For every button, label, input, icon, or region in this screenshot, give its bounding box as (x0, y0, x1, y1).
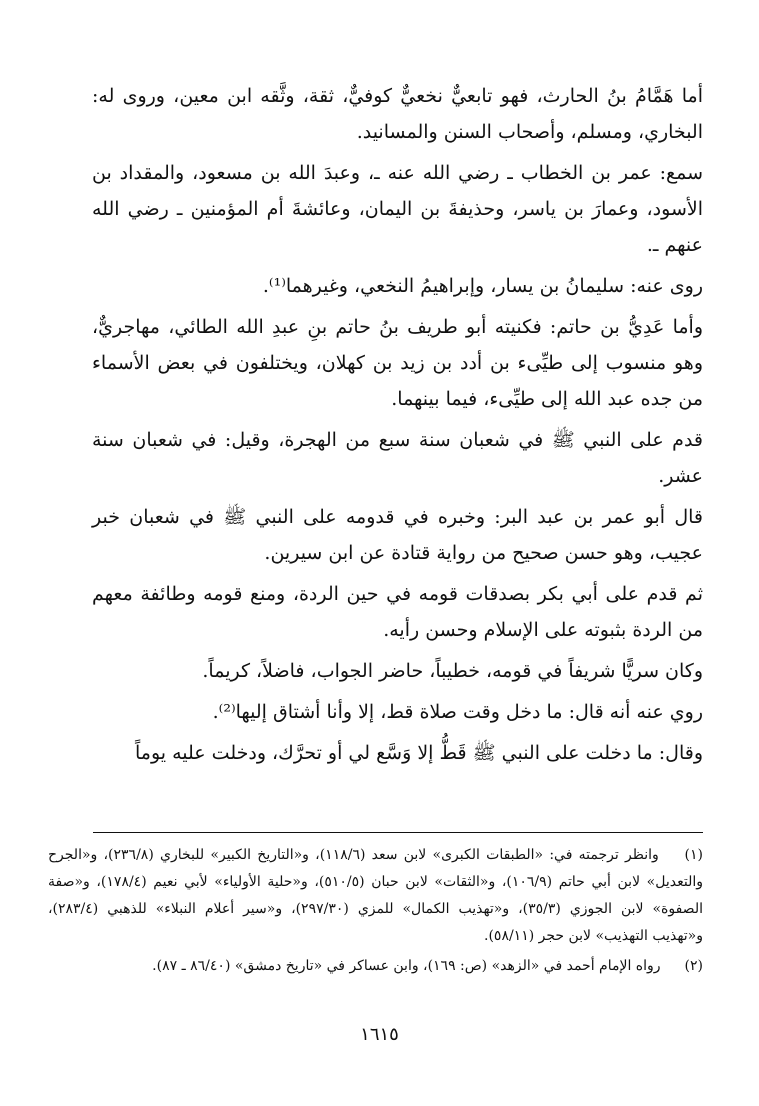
paragraph-prayer: روي عنه أنه قال: ما دخل وقت صلاة قط، إلا وأنا أشتاق إليها⁽²⁾. (212, 701, 703, 723)
main-text (92, 78, 703, 776)
paragraph-hammam: أما هَمَّامُ بنُ الحارث، فهو تابعيٌّ نخعيٌّ كوفيٌّ، ثقة، وثَّقه ابن معين، وروى له: البخاري، ومسلم، وأصحاب السنن والمسانيد. (92, 85, 703, 143)
paragraph-adi-ibn-hatim: وأما عَدِيُّ بن حاتم: فكنيته أبو طريف بنُ حاتم بنِ عبدِ الله الطائي، مهاجريٌّ، وهو منسوب إلى طيِّىء بن أدد بن زيد بن كهلان، ويختلفون في بعض الأسماء من جده عبد الله إلى طيِّىء، فيما بينهما. (92, 316, 703, 410)
footnote-text: وانظر ترجمته في: «الطبقات الكبرى» لابن سعد (١١٨/٦)، و«التاريخ الكبير» للبخاري (٢٣٦/٨)، و«الجرح والتعديل» لابن أبي حاتم (١٠٦/٩)، و«الثقات» لابن حبان (٥١٠/٥)، و«حلية الأولياء» لأبي نعيم (١٧٨/٤)، و«صفة الصفوة» لابن الجوزي (٣٥/٣)، و«تهذيب الكمال» للمزي (٢٩٧/٣٠)، و«سير أعلام النبلاء» للذهبي (٢٨٣/٤)، و«تهذيب التهذيب» لابن حجر (٥٨/١١). (48, 847, 703, 944)
footnote-divider (93, 832, 703, 833)
paragraph-character: وكان سريًّا شريفاً في قومه، خطيباً، حاضر الجواب، فاضلاً، كريماً. (202, 660, 703, 682)
footnote-item (48, 842, 703, 950)
paragraph-narrated-from: روى عنه: سليمانُ بن يسار، وإبراهيمُ النخعي، وغيرهما⁽¹⁾. (262, 275, 703, 297)
page-number: ١٦١٥ (360, 1024, 399, 1045)
paragraph-abu-bakr: ثم قدم على أبي بكر بصدقات قومه في حين الردة، ومنع قومه وطائفة معهم من الردة بثبوته على الإسلام وحسن رأيه. (92, 583, 703, 641)
paragraph-arrival: قدم على النبي ﷺ في شعبان سنة سبع من الهجرة، وقيل: في شعبان سنة عشر. (92, 429, 703, 487)
footnote-number: (٢) (684, 958, 703, 974)
paragraph-ibn-abd-al-barr: قال أبو عمر بن عبد البر: وخبره في قدومه على النبي ﷺ في شعبان خبر عجيب، وهو حسن صحيح من رواية قتادة عن ابن سيرين. (92, 506, 703, 564)
paragraph-visit: وقال: ما دخلت على النبي ﷺ قَطُّ إلا وَسَّع لي أو تحرَّك، ودخلت عليه يوماً (134, 742, 703, 764)
footnote-text: رواه الإمام أحمد في «الزهد» (ص: ١٦٩)، وابن عساكر في «تاريخ دمشق» (٨٦/٤٠ ـ ٨٧). (152, 958, 661, 974)
footnote-item (48, 953, 703, 980)
footnote-number: (١) (684, 847, 704, 863)
footnotes (48, 842, 703, 983)
paragraph-heard-from: سمع: عمر بن الخطاب ـ رضي الله عنه ـ، وعبدَ الله بن مسعود، والمقداد بن الأسود، وعمارَ بن ياسر، وحذيفةَ بن اليمان، وعائشةَ أم المؤمنين ـ رضي الله عنهم ـ. (92, 162, 703, 256)
